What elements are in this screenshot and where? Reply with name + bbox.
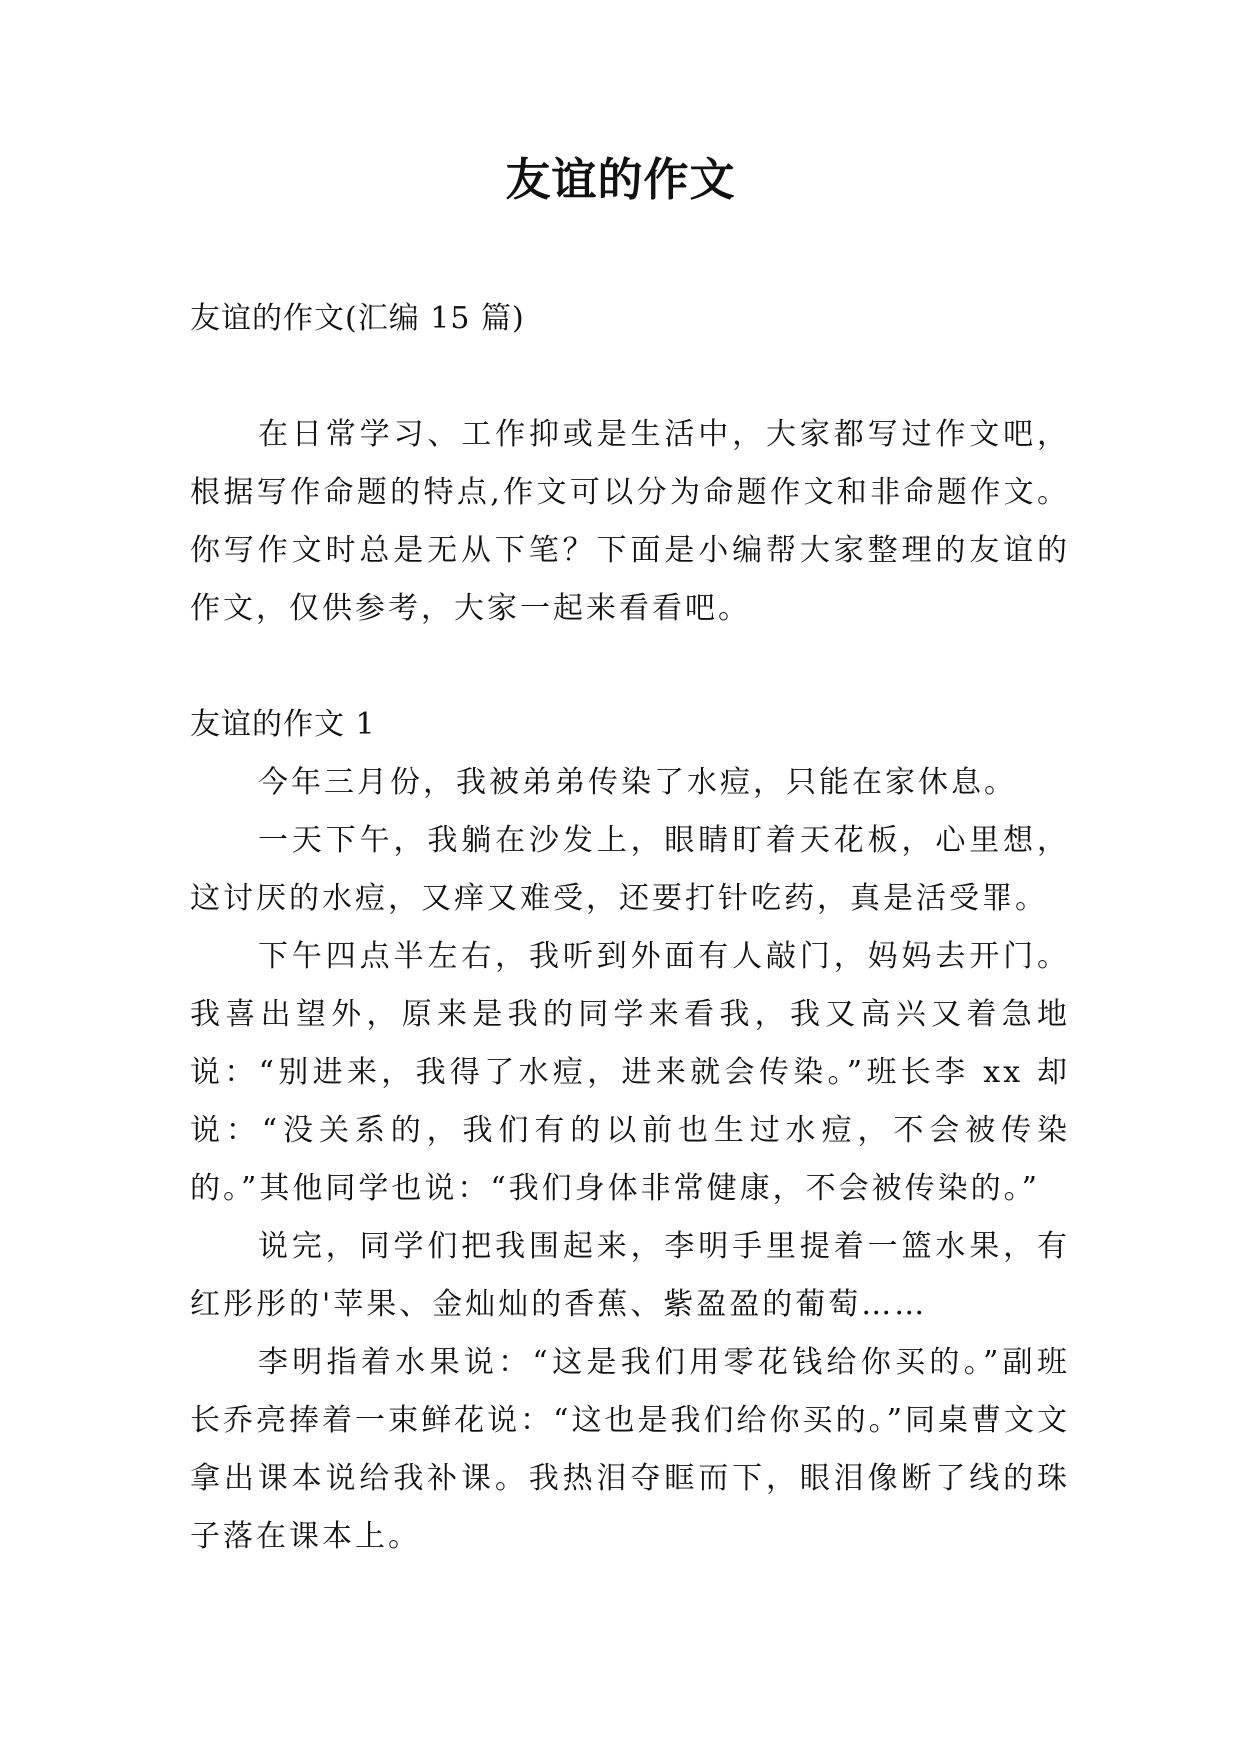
intro-paragraph: 在日常学习、工作抑或是生活中，大家都写过作文吧，根据写作命题的特点,作文可以分为命题作文和非命题作文。你写作文时总是无从下笔？下面是小编帮大家整理的友谊的作文，仅供参考，大家一起来看看吧。 (190, 417, 1070, 626)
body-paragraph: 李明指着水果说：“这是我们用零花钱给你买的。”副班长乔亮捧着一束鲜花说：“这也是我们给你买的。”同桌曹文文拿出课本说给我补课。我热泪夺眶而下，眼泪像断了线的珠子落在课本上。 (190, 1345, 1070, 1554)
body-paragraph: 今年三月份，我被弟弟传染了水痘，只能在家休息。 (258, 765, 1017, 800)
document-subtitle: 友谊的作文(汇编 15 篇) (190, 301, 525, 336)
body-paragraph: 一天下午，我躺在沙发上，眼睛盯着天花板，心里想，这讨厌的水痘，又痒又难受，还要打针吃药，真是活受罪。 (190, 823, 1070, 916)
document-title: 友谊的作文 (505, 153, 736, 206)
document-body (190, 290, 1070, 1566)
body-paragraph: 下午四点半左右，我听到外面有人敲门，妈妈去开门。我喜出望外，原来是我的同学来看我，我又高兴又着急地说：“别进来，我得了水痘，进来就会传染。”班长李 xx 却说：“没关系的，我们有的以前也生过水痘，不会被传染的。”其他同学也说：“我们身体非常健康，不会被传染的。” (190, 939, 1070, 1206)
section-heading: 友谊的作文 1 (190, 707, 376, 742)
body-paragraph: 说完，同学们把我围起来，李明手里提着一篮水果，有红彤彤的'苹果、金灿灿的香蕉、紫盈盈的葡萄…… (190, 1229, 1070, 1322)
